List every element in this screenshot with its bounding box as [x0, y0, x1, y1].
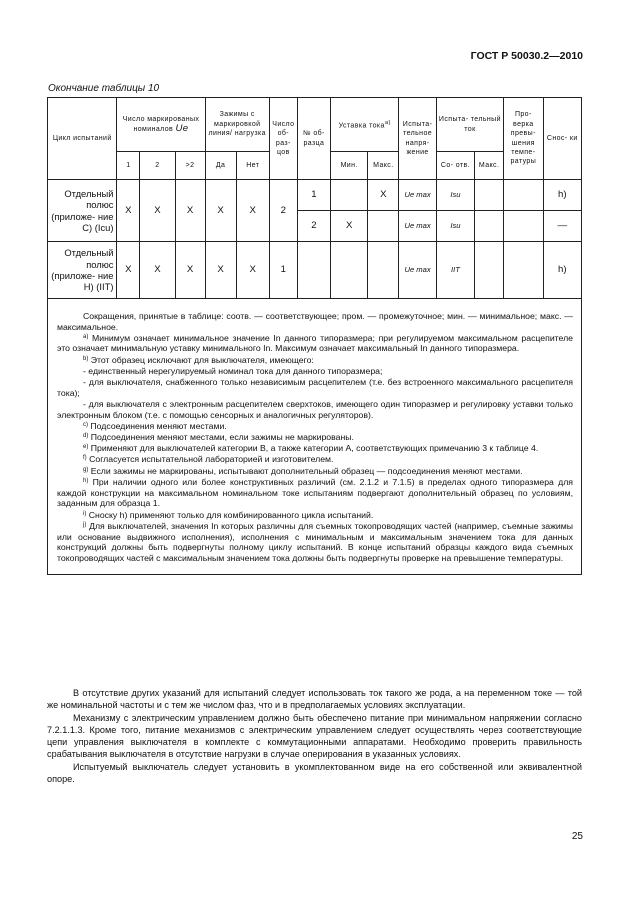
header-terminals	[117, 98, 205, 152]
voltage-cell: Ue max	[399, 242, 436, 299]
max-current-cell	[475, 180, 504, 211]
voltage-cell: Ue max	[399, 180, 436, 211]
sample-no-cell	[297, 242, 330, 299]
max-current-cell	[475, 211, 504, 242]
footnote	[57, 333, 573, 355]
header-setting	[331, 98, 399, 152]
footnote-text: Этот образец исключают для выключателя, имеющего:	[90, 354, 314, 365]
max-cell	[368, 211, 399, 242]
table-notes	[48, 299, 582, 575]
note-cell: h)	[543, 242, 581, 299]
footnote	[57, 510, 573, 521]
test-table	[47, 97, 582, 575]
table-row	[48, 242, 582, 299]
footnote	[57, 466, 573, 477]
samples-cell: 2	[269, 180, 297, 242]
header-setting-note: a)	[384, 119, 391, 126]
footnote-mark: f)	[83, 455, 87, 462]
sub-1: 1	[117, 152, 140, 180]
min-cell: X	[331, 211, 368, 242]
footnote	[57, 443, 573, 454]
temp-cell	[504, 180, 543, 211]
footnote	[57, 454, 573, 465]
footnote-mark: b)	[83, 355, 89, 362]
min-cell	[331, 242, 368, 299]
value-cell: X	[140, 180, 175, 242]
footnote	[57, 521, 573, 564]
footnote-mark: d)	[83, 433, 89, 440]
footnote-mark: h)	[83, 477, 89, 484]
page-number: 25	[571, 831, 583, 842]
value-cell: X	[236, 180, 269, 242]
footnote	[57, 366, 573, 377]
header-cycle: Цикл испытаний	[48, 98, 117, 180]
footnote	[57, 377, 573, 399]
footnote-text: Согласуется испытательной лабораторией и изготовителем.	[89, 454, 334, 465]
temp-cell	[504, 211, 543, 242]
footnote-text: Минимум означает минимальное значение In данного типоразмера; при регулируемом максимальном расцепителе это означает минимальную уставку минимального In. Максимум означает максимальный In данного типоразмера.	[57, 332, 574, 354]
header-test-current: Испыта- тельный ток	[436, 98, 503, 152]
footnote-mark: g)	[83, 466, 89, 473]
body-text	[47, 687, 582, 785]
sub-2: 2	[140, 152, 175, 180]
footnote-mark: i)	[83, 510, 87, 517]
sample-no-cell: 2	[297, 211, 330, 242]
current-cell: IIT	[436, 242, 474, 299]
footnote-text: Если зажимы не маркированы, испытывают дополнительный образец — подсоединения меняют местами.	[90, 465, 523, 476]
footnote	[57, 432, 573, 443]
value-cell: X	[205, 242, 236, 299]
header-samples: Число об- раз- цов	[269, 98, 297, 180]
footnote-mark: c)	[83, 421, 88, 428]
cycle-cell: Отдельный полюс (приложе- ние Н) (IIT)	[48, 242, 117, 299]
value-cell: X	[140, 242, 175, 299]
table-row	[48, 180, 582, 211]
footnote-text: - единственный нерегулируемый номинал тока для данного типоразмера;	[83, 365, 383, 376]
sub-max: Макс.	[368, 152, 399, 180]
max-cell: X	[368, 180, 399, 211]
sub-max-current: Макс.	[475, 152, 504, 180]
footnote-text: При наличии одного или более конструктивных различий (см. 2.1.2 и 7.1.5) в пределах одного типоразмера для каждой конструкции на максимальном номинальном токе испытаниям подвергают дополнительный образец по условиям, заданным для образца 1.	[57, 476, 573, 509]
footnote-mark: j)	[83, 521, 87, 528]
sub-gt2: >2	[175, 152, 205, 180]
sub-yes: Да	[205, 152, 236, 180]
footnote-text: Для выключателей, значения In которых различны для съемных токопроводящих частей (например, съемные зажимы или основание выдвижного исполнения), исполнения с минимальным и максимальным значением тока для данных конструкций должны быть подвергнуты полному циклу испытаний. В конце испытаний образцы каждого вида съемных токопроводящих частей с максимальным значением тока должны быть подвергнуты проверке на превышение температуры.	[57, 520, 573, 564]
standard-number: ГОСТ Р 50030.2—2010	[470, 50, 583, 62]
body-paragraph: Механизму с электрическим управлением должно быть обеспечено питание при минимальном напряжении согласно 7.2.1.1.3. Кроме того, питание механизмов с электрическим управлением следует осуществлять через соответствующие цепи управления выключателя в комплекте с коммутационными аппаратами. Необходимо проверить правильность срабатывания выключателя в отсутствие нагрузки в случае оперирования в указанных условиях.	[47, 712, 582, 760]
table-caption: Окончание таблицы 10	[48, 83, 160, 94]
footnote	[57, 355, 573, 366]
header-marking: Зажимы с маркировкой линия/ нагрузка	[205, 98, 269, 152]
note-cell: —	[543, 211, 581, 242]
footnote-mark: a)	[83, 333, 89, 340]
note-cell: h)	[543, 180, 581, 211]
footnote-text: - для выключателя, снабженного только независимым расцепителем (т.е. без встроенного максимального расцепителя тока);	[57, 376, 573, 398]
notes-row	[48, 299, 582, 575]
header-test-voltage: Испыта- тельное напря- жение	[399, 98, 436, 180]
max-current-cell	[475, 242, 504, 299]
max-cell	[368, 242, 399, 299]
sample-no-cell: 1	[297, 180, 330, 211]
footnote-text: Сноску h) применяют только для комбинированного цикла испытаний.	[88, 509, 374, 520]
footnote-text: Подсоединения меняют местами, если зажимы не маркированы.	[90, 432, 354, 443]
value-cell: X	[117, 242, 140, 299]
header-setting-label: Уставка тока	[338, 121, 385, 129]
value-cell: X	[175, 242, 205, 299]
value-cell: X	[236, 242, 269, 299]
footnote	[57, 399, 573, 421]
sub-corr: Со- отв.	[436, 152, 474, 180]
header-notes: Снос- ки	[543, 98, 581, 180]
sub-min: Мин.	[331, 152, 368, 180]
body-paragraph: В отсутствие других указаний для испытаний следует использовать ток такого же рода, а на переменном токе — той же номинальной частоты и с тем же числом фаз, что и в предполагаемых условиях эксплуатации.	[47, 688, 582, 711]
footnote	[57, 421, 573, 432]
header-sample-no: № об- разца	[297, 98, 330, 180]
header-terminals-label: Число маркированых номиналов	[122, 115, 200, 133]
min-cell	[331, 180, 368, 211]
sub-no: Нет	[236, 152, 269, 180]
voltage-cell: Ue max	[399, 211, 436, 242]
cycle-cell: Отдельный полюс (приложе- ние С) (Icu)	[48, 180, 117, 242]
footnotes-list	[57, 333, 573, 564]
footnote-text: Подсоединения меняют местами.	[90, 420, 227, 431]
value-cell: X	[117, 180, 140, 242]
current-cell: Isu	[436, 211, 474, 242]
temp-cell	[504, 242, 543, 299]
footnote-text: - для выключателя с электронным расцепителем сверхтоков, имеющего один типоразмер и регулировку уставки только электронным блоком (т.е. с помощью сенсорных и аналогичных регуляторов).	[57, 398, 573, 420]
body-paragraph: Испытуемый выключатель следует установить в укомплектованном виде на его собственной или эквивалентной опоре.	[47, 761, 582, 785]
header-temperature: Про- верка превы- шения темпе- ратуры	[504, 98, 543, 180]
value-cell: X	[205, 180, 236, 242]
header-terminals-symbol: Ue	[175, 123, 189, 134]
value-cell: X	[175, 180, 205, 242]
current-cell: Isu	[436, 180, 474, 211]
abbreviations-note: Сокращения, принятые в таблице: соотв. — соответствующее; пром. — промежуточное; мин. — минимальное; макс. — максимальное.	[57, 311, 573, 332]
samples-cell: 1	[269, 242, 297, 299]
footnote	[57, 477, 573, 509]
footnote-mark: e)	[83, 444, 89, 451]
footnote-text: Применяют для выключателей категории В, а также категории А, соответствующих примечанию 3 к таблице 4.	[90, 443, 539, 454]
